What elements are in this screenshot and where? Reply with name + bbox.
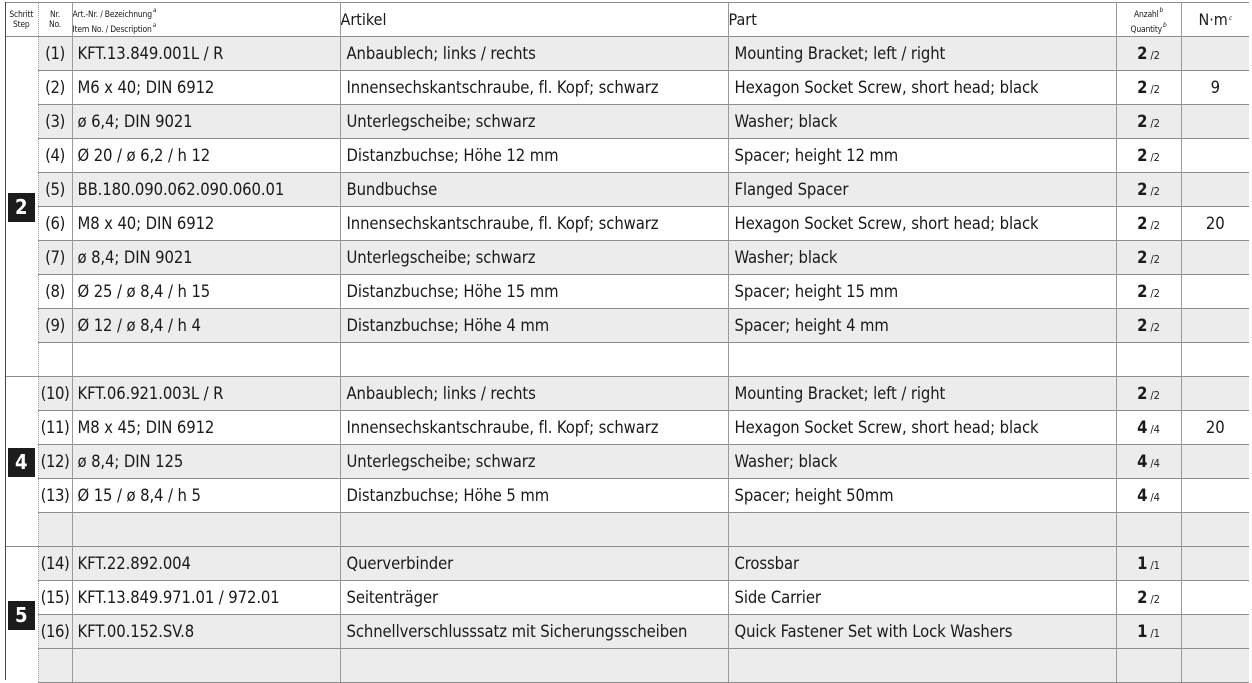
quantity-value: 4 xyxy=(1137,486,1148,505)
item-number: (12) xyxy=(38,445,72,479)
torque-value: 20 xyxy=(1181,207,1249,241)
quantity-value: 2 xyxy=(1137,282,1148,301)
artikel-de: Anbaublech; links / rechts xyxy=(340,37,728,71)
spacer-cell xyxy=(1116,343,1181,377)
article-code: Ø 25 / ø 8,4 / h 15 xyxy=(72,275,340,309)
header-step-en: Step xyxy=(12,19,30,30)
item-number: (6) xyxy=(38,207,72,241)
part-en: Hexagon Socket Screw, short head; black xyxy=(728,71,1116,105)
quantity-total: /2 xyxy=(1150,49,1160,62)
quantity-cell xyxy=(1116,615,1181,649)
torque-value xyxy=(1181,37,1249,71)
item-number: (15) xyxy=(38,581,72,615)
header-step xyxy=(5,3,38,37)
table-row xyxy=(5,377,1249,411)
spacer-row xyxy=(5,343,1249,377)
quantity-cell xyxy=(1116,479,1181,513)
torque-value xyxy=(1181,615,1249,649)
torque-value xyxy=(1181,309,1249,343)
spacer-cell xyxy=(1181,343,1249,377)
quantity-cell xyxy=(1116,309,1181,343)
quantity-total: /2 xyxy=(1150,253,1160,266)
article-code: M8 x 40; DIN 6912 xyxy=(72,207,340,241)
header-no-de: Nr. xyxy=(50,9,60,20)
article-code: Ø 12 / ø 8,4 / h 4 xyxy=(72,309,340,343)
step-badge: 5 xyxy=(8,601,35,630)
item-number: (7) xyxy=(38,241,72,275)
article-code: KFT.13.849.001L / R xyxy=(72,37,340,71)
quantity-value: 2 xyxy=(1137,180,1148,199)
part-en: Spacer; height 15 mm xyxy=(728,275,1116,309)
table-row xyxy=(5,241,1249,275)
item-number: (5) xyxy=(38,173,72,207)
quantity-total: /2 xyxy=(1150,593,1160,606)
quantity-value: 2 xyxy=(1137,588,1148,607)
article-code: ø 8,4; DIN 125 xyxy=(72,445,340,479)
article-code: KFT.06.921.003L / R xyxy=(72,377,340,411)
spacer-cell xyxy=(728,513,1116,547)
quantity-cell xyxy=(1116,241,1181,275)
torque-value xyxy=(1181,139,1249,173)
quantity-cell xyxy=(1116,377,1181,411)
article-code: M6 x 40; DIN 6912 xyxy=(72,71,340,105)
part-en: Flanged Spacer xyxy=(728,173,1116,207)
table-row xyxy=(5,173,1249,207)
quantity-total: /2 xyxy=(1150,151,1160,164)
quantity-cell xyxy=(1116,445,1181,479)
item-number: (2) xyxy=(38,71,72,105)
torque-value xyxy=(1181,241,1249,275)
artikel-de: Anbaublech; links / rechts xyxy=(340,377,728,411)
spacer-row xyxy=(5,649,1249,683)
spacer-cell xyxy=(1116,649,1181,683)
header-item-number xyxy=(72,3,340,37)
quantity-total: /2 xyxy=(1150,287,1160,300)
quantity-total: /4 xyxy=(1150,423,1160,436)
table-row xyxy=(5,139,1249,173)
quantity-total: /4 xyxy=(1150,491,1160,504)
article-code: Ø 20 / ø 6,2 / h 12 xyxy=(72,139,340,173)
spacer-cell xyxy=(1116,513,1181,547)
quantity-value: 4 xyxy=(1137,452,1148,471)
spacer-cell xyxy=(1181,649,1249,683)
part-en: Crossbar xyxy=(728,547,1116,581)
spacer-cell xyxy=(728,649,1116,683)
article-code: Ø 15 / ø 8,4 / h 5 xyxy=(72,479,340,513)
quantity-value: 2 xyxy=(1137,248,1148,267)
quantity-cell xyxy=(1116,173,1181,207)
header-no-en: No. xyxy=(48,19,62,30)
quantity-total: /2 xyxy=(1150,117,1160,130)
item-number: (10) xyxy=(38,377,72,411)
artikel-de: Seitenträger xyxy=(340,581,728,615)
quantity-total: /2 xyxy=(1150,389,1160,402)
quantity-total: /4 xyxy=(1150,457,1160,470)
header-part: Part xyxy=(728,3,1116,37)
spacer-cell xyxy=(72,513,340,547)
torque-value xyxy=(1181,275,1249,309)
spacer-row xyxy=(5,513,1249,547)
item-number: (8) xyxy=(38,275,72,309)
item-number: (11) xyxy=(38,411,72,445)
part-en: Mounting Bracket; left / right xyxy=(728,37,1116,71)
table-row xyxy=(5,615,1249,649)
footnote-a: a xyxy=(152,5,157,14)
spacer-cell xyxy=(72,649,340,683)
part-en: Spacer; height 12 mm xyxy=(728,139,1116,173)
header-torque xyxy=(1181,3,1249,37)
footnote-b: b xyxy=(1159,5,1164,14)
table-row xyxy=(5,105,1249,139)
article-code: ø 8,4; DIN 9021 xyxy=(72,241,340,275)
spacer-cell xyxy=(340,513,728,547)
part-en: Washer; black xyxy=(728,445,1116,479)
part-en: Hexagon Socket Screw, short head; black xyxy=(728,207,1116,241)
footnote-c: c xyxy=(1228,14,1233,22)
item-number: (9) xyxy=(38,309,72,343)
quantity-value: 2 xyxy=(1137,146,1148,165)
quantity-total: /2 xyxy=(1150,321,1160,334)
part-en: Mounting Bracket; left / right xyxy=(728,377,1116,411)
footnote-b-2: b xyxy=(1162,20,1167,29)
torque-value: 20 xyxy=(1181,411,1249,445)
part-en: Spacer; height 50mm xyxy=(728,479,1116,513)
quantity-cell xyxy=(1116,71,1181,105)
table-row xyxy=(5,275,1249,309)
table-row xyxy=(5,547,1249,581)
part-en: Washer; black xyxy=(728,241,1116,275)
artikel-de: Distanzbuchse; Höhe 5 mm xyxy=(340,479,728,513)
quantity-value: 4 xyxy=(1137,418,1148,437)
article-code: KFT.13.849.971.01 / 972.01 xyxy=(72,581,340,615)
table-row xyxy=(5,479,1249,513)
artikel-de: Innensechskantschraube, fl. Kopf; schwarz xyxy=(340,411,728,445)
table-row xyxy=(5,71,1249,105)
header-no xyxy=(38,3,72,37)
footnote-a-2: a xyxy=(152,20,156,29)
parts-table xyxy=(5,2,1249,683)
step-badge: 4 xyxy=(8,448,35,477)
article-code: KFT.00.152.SV.8 xyxy=(72,615,340,649)
article-code: M8 x 45; DIN 6912 xyxy=(72,411,340,445)
left-border-rule xyxy=(5,2,6,680)
part-en: Hexagon Socket Screw, short head; black xyxy=(728,411,1116,445)
quantity-value: 2 xyxy=(1137,44,1148,63)
header-qty-en: Quantity xyxy=(1130,24,1162,35)
header-art-en: Item No. / Description xyxy=(72,24,152,35)
item-number: (1) xyxy=(38,37,72,71)
step-cell xyxy=(5,377,38,547)
article-code: ø 6,4; DIN 9021 xyxy=(72,105,340,139)
header-nm: N·m xyxy=(1198,10,1228,29)
artikel-de: Bundbuchse xyxy=(340,173,728,207)
torque-value xyxy=(1181,377,1249,411)
artikel-de: Querverbinder xyxy=(340,547,728,581)
artikel-de: Schnellverschlusssatz mit Sicherungsscheiben xyxy=(340,615,728,649)
quantity-cell xyxy=(1116,275,1181,309)
artikel-de: Distanzbuchse; Höhe 4 mm xyxy=(340,309,728,343)
spacer-cell xyxy=(38,513,72,547)
artikel-de: Distanzbuchse; Höhe 12 mm xyxy=(340,139,728,173)
header-qty-de: Anzahl xyxy=(1133,9,1159,20)
part-en: Quick Fastener Set with Lock Washers xyxy=(728,615,1116,649)
quantity-value: 2 xyxy=(1137,78,1148,97)
torque-value xyxy=(1181,445,1249,479)
quantity-cell xyxy=(1116,207,1181,241)
quantity-cell xyxy=(1116,411,1181,445)
item-number: (4) xyxy=(38,139,72,173)
item-number: (3) xyxy=(38,105,72,139)
quantity-value: 2 xyxy=(1137,112,1148,131)
quantity-total: /1 xyxy=(1150,559,1160,572)
table-row xyxy=(5,445,1249,479)
torque-value xyxy=(1181,479,1249,513)
torque-value xyxy=(1181,581,1249,615)
spacer-cell xyxy=(340,343,728,377)
artikel-de: Unterlegscheibe; schwarz xyxy=(340,105,728,139)
spacer-cell xyxy=(728,343,1116,377)
artikel-de: Distanzbuchse; Höhe 15 mm xyxy=(340,275,728,309)
spacer-cell xyxy=(72,343,340,377)
quantity-total: /2 xyxy=(1150,219,1160,232)
step-badge: 2 xyxy=(8,193,35,222)
article-code: BB.180.090.062.090.060.01 xyxy=(72,173,340,207)
torque-value xyxy=(1181,173,1249,207)
header-quantity xyxy=(1116,3,1181,37)
header-art-de: Art.-Nr. / Bezeichnung xyxy=(72,9,152,20)
article-code: KFT.22.892.004 xyxy=(72,547,340,581)
quantity-value: 1 xyxy=(1137,622,1148,641)
torque-value: 9 xyxy=(1181,71,1249,105)
step-cell xyxy=(5,37,38,377)
artikel-de: Innensechskantschraube, fl. Kopf; schwarz xyxy=(340,71,728,105)
quantity-cell xyxy=(1116,139,1181,173)
part-en: Side Carrier xyxy=(728,581,1116,615)
table-row xyxy=(5,411,1249,445)
quantity-total: /2 xyxy=(1150,185,1160,198)
quantity-cell xyxy=(1116,105,1181,139)
spacer-cell xyxy=(38,649,72,683)
quantity-value: 2 xyxy=(1137,316,1148,335)
table-row xyxy=(5,207,1249,241)
table-row xyxy=(5,37,1249,71)
table-row xyxy=(5,309,1249,343)
quantity-cell xyxy=(1116,581,1181,615)
item-number: (16) xyxy=(38,615,72,649)
torque-value xyxy=(1181,547,1249,581)
artikel-de: Unterlegscheibe; schwarz xyxy=(340,445,728,479)
quantity-cell xyxy=(1116,547,1181,581)
item-number: (13) xyxy=(38,479,72,513)
artikel-de: Innensechskantschraube, fl. Kopf; schwarz xyxy=(340,207,728,241)
part-en: Spacer; height 4 mm xyxy=(728,309,1116,343)
artikel-de: Unterlegscheibe; schwarz xyxy=(340,241,728,275)
quantity-value: 1 xyxy=(1137,554,1148,573)
quantity-cell xyxy=(1116,37,1181,71)
part-en: Washer; black xyxy=(728,105,1116,139)
table-row xyxy=(5,581,1249,615)
item-number: (14) xyxy=(38,547,72,581)
table-header-row xyxy=(5,3,1249,37)
quantity-value: 2 xyxy=(1137,214,1148,233)
spacer-cell xyxy=(1181,513,1249,547)
torque-value xyxy=(1181,105,1249,139)
quantity-total: /2 xyxy=(1150,83,1160,96)
spacer-cell xyxy=(38,343,72,377)
quantity-value: 2 xyxy=(1137,384,1148,403)
step-cell xyxy=(5,547,38,683)
quantity-total: /1 xyxy=(1150,627,1160,640)
spacer-cell xyxy=(340,649,728,683)
header-step-de: Schritt xyxy=(9,9,34,20)
header-artikel: Artikel xyxy=(340,3,728,37)
